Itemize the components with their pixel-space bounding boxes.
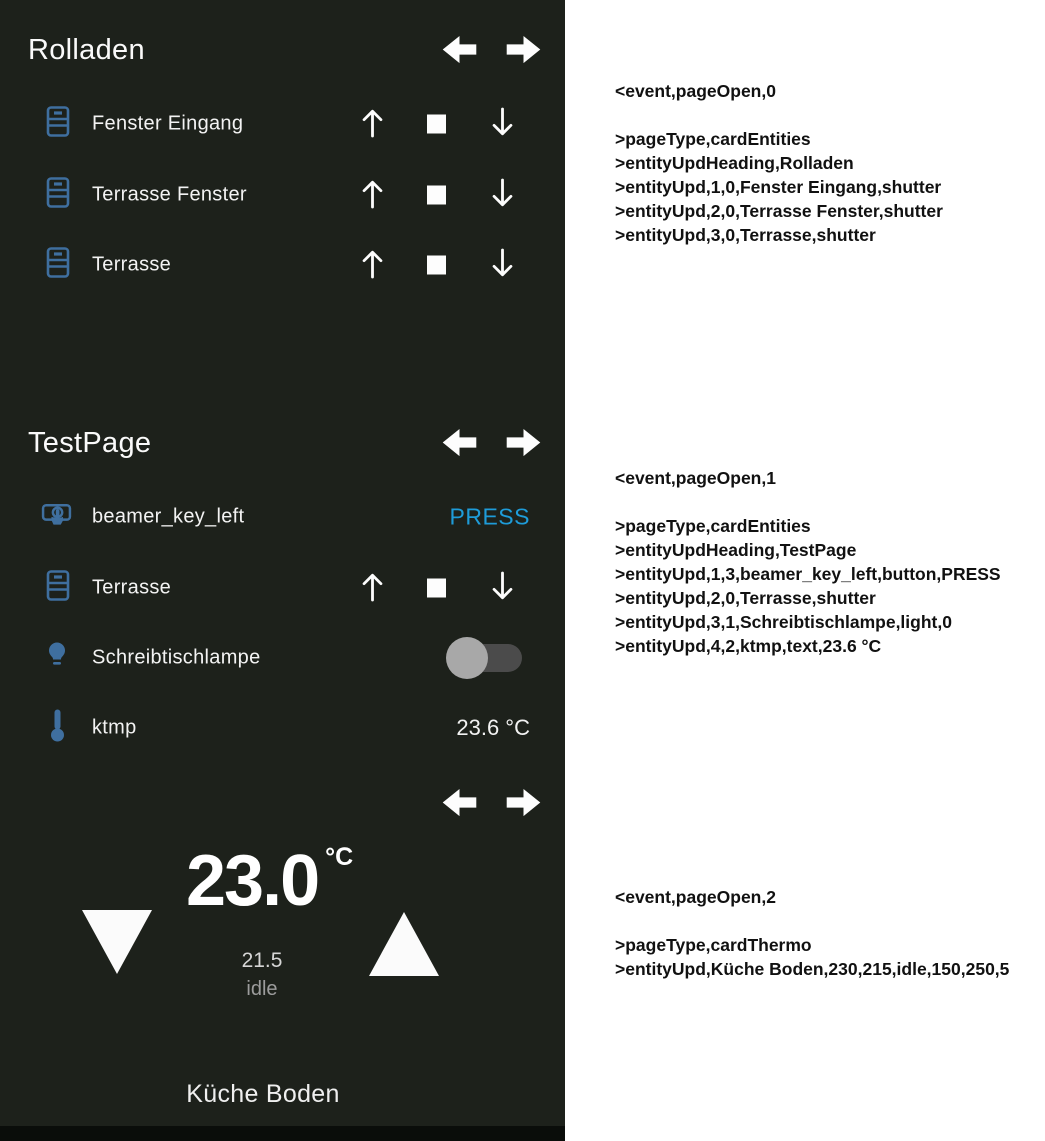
page-nav: [441, 34, 545, 66]
entity-label: Terrasse: [92, 576, 172, 599]
entity-label: ktmp: [92, 716, 137, 739]
entity-label: beamer_key_left: [92, 505, 245, 528]
shutter-up-button[interactable]: [359, 177, 386, 213]
page-nav: [441, 427, 545, 459]
entity-row: [0, 96, 565, 152]
log-line: <event,pageOpen,0: [615, 81, 776, 101]
light-toggle[interactable]: [446, 637, 522, 679]
log-line: >entityUpdHeading,TestPage: [615, 540, 857, 560]
stop-icon: [427, 579, 446, 598]
shutter-icon: [46, 247, 70, 284]
entity-row: [0, 630, 565, 686]
protocol-log-block-2: [615, 466, 1040, 658]
shutter-down-button[interactable]: [489, 177, 516, 213]
temperature-unit: °C: [325, 843, 354, 871]
stop-icon: [427, 256, 446, 275]
shutter-up-button[interactable]: [359, 570, 386, 606]
entity-value: 23.6 °C: [456, 715, 530, 740]
arrow-right-icon: [505, 787, 542, 818]
arrow-left-icon: [441, 787, 478, 818]
current-temperature: [186, 841, 354, 921]
arrow-down-icon: [489, 570, 516, 603]
entity-row: [0, 167, 565, 223]
log-line: [615, 103, 1040, 127]
log-line: >entityUpd,3,1,Schreibtischlampe,light,0: [615, 612, 952, 632]
shutter-icon: [46, 177, 70, 214]
shutter-down-button[interactable]: [489, 570, 516, 606]
page-prev-button[interactable]: [441, 34, 478, 65]
card-title: Rolladen: [28, 34, 145, 66]
card-testpage: [0, 393, 565, 750]
shutter-stop-button[interactable]: [427, 115, 446, 134]
lightbulb-icon: [46, 641, 68, 676]
log-line: <event,pageOpen,1: [615, 468, 776, 488]
arrow-up-icon: [359, 106, 386, 139]
entity-label: Terrasse: [92, 253, 172, 276]
page-prev-button[interactable]: [441, 427, 478, 458]
shutter-down-button[interactable]: [489, 106, 516, 142]
log-line: >entityUpd,2,0,Terrasse Fenster,shutter: [615, 201, 943, 221]
screen-bottom-strip: [0, 1126, 565, 1141]
shutter-stop-button[interactable]: [427, 579, 446, 598]
arrow-right-icon: [505, 427, 542, 458]
log-line: >pageType,cardEntities: [615, 129, 811, 149]
entity-row: [0, 700, 565, 756]
log-line: >entityUpd,1,0,Fenster Eingang,shutter: [615, 177, 942, 197]
log-line: >entityUpd,3,0,Terrasse,shutter: [615, 225, 876, 245]
log-line: >pageType,cardThermo: [615, 935, 812, 955]
log-line: >entityUpd,Küche Boden,230,215,idle,150,250,5: [615, 959, 1010, 979]
page-next-button[interactable]: [505, 787, 542, 818]
press-button[interactable]: PRESS: [449, 503, 530, 530]
entity-row: [0, 237, 565, 293]
entity-label: Fenster Eingang: [92, 112, 244, 135]
entity-label: Schreibtischlampe: [92, 646, 261, 669]
log-line: >entityUpd,4,2,ktmp,text,23.6 °C: [615, 636, 882, 656]
arrow-down-icon: [489, 247, 516, 280]
arrow-up-icon: [359, 570, 386, 603]
card-thermo: [0, 750, 565, 1141]
shutter-stop-button[interactable]: [427, 186, 446, 205]
log-line: >pageType,cardEntities: [615, 516, 811, 536]
shutter-icon: [46, 570, 70, 607]
page-next-button[interactable]: [505, 427, 542, 458]
shutter-down-button[interactable]: [489, 247, 516, 283]
entity-row: [0, 560, 565, 616]
thermometer-icon: [49, 708, 66, 748]
page-next-button[interactable]: [505, 34, 542, 65]
hvac-state: idle: [246, 978, 278, 1000]
target-temperature: 21.5: [241, 949, 283, 972]
entity-row: [0, 489, 565, 545]
shutter-icon: [46, 106, 70, 143]
thermostat-name: Küche Boden: [186, 1080, 340, 1108]
stop-icon: [427, 186, 446, 205]
log-line: [615, 909, 1040, 933]
arrow-left-icon: [441, 34, 478, 65]
log-line: >entityUpd,2,0,Terrasse,shutter: [615, 588, 876, 608]
page-nav: [441, 787, 545, 819]
arrow-left-icon: [441, 427, 478, 458]
log-line: >entityUpd,1,3,beamer_key_left,button,PRESS: [615, 564, 1001, 584]
toggle-knob: [446, 637, 488, 679]
current-temperature-value: 23.0: [186, 841, 319, 921]
log-line: <event,pageOpen,2: [615, 887, 776, 907]
entity-label: Terrasse Fenster: [92, 183, 247, 206]
page-prev-button[interactable]: [441, 787, 478, 818]
log-line: >entityUpdHeading,Rolladen: [615, 153, 854, 173]
gesture-tap-button-icon: [41, 501, 72, 533]
protocol-log-block-3: [615, 885, 1040, 981]
shutter-up-button[interactable]: [359, 106, 386, 142]
arrow-down-icon: [489, 106, 516, 139]
stop-icon: [427, 115, 446, 134]
shutter-up-button[interactable]: [359, 247, 386, 283]
shutter-stop-button[interactable]: [427, 256, 446, 275]
arrow-up-icon: [359, 177, 386, 210]
protocol-log-block-1: [615, 79, 1040, 247]
arrow-down-icon: [489, 177, 516, 210]
arrow-up-icon: [359, 247, 386, 280]
card-rolladen: [0, 0, 565, 393]
arrow-right-icon: [505, 34, 542, 65]
card-title: TestPage: [28, 427, 152, 459]
log-line: [615, 490, 1040, 514]
